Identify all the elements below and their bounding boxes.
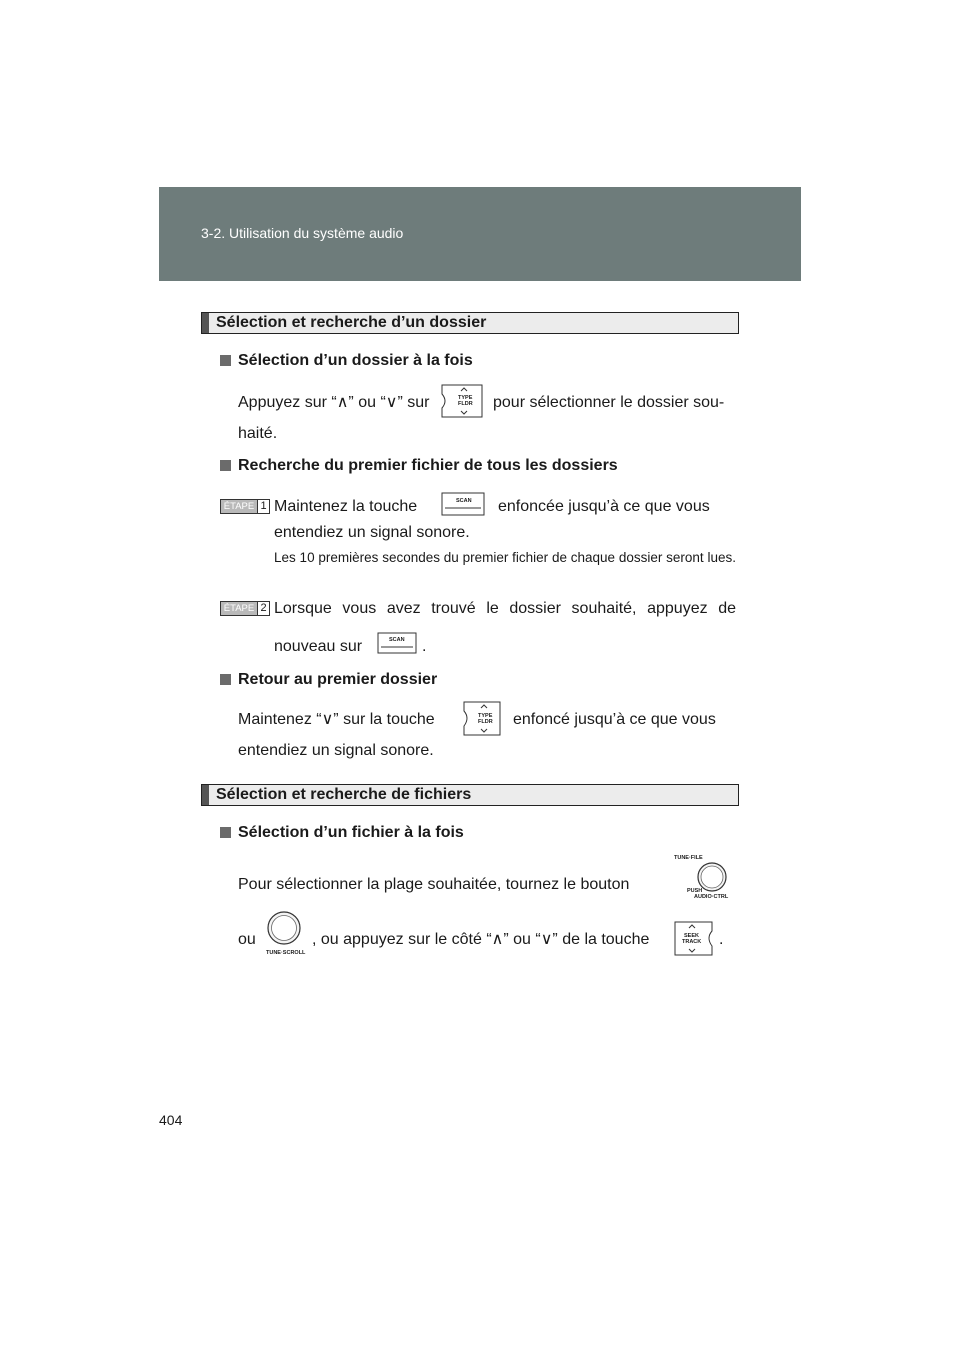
text-line: enfoncé jusqu’à ce que vous (513, 711, 716, 728)
text-line: haité. (238, 425, 278, 442)
tune-file-knob-icon (672, 853, 736, 903)
text-line: . (422, 638, 427, 655)
knob-label: TUNE·FILE (674, 855, 703, 861)
breadcrumb: 3-2. Utilisation du système audio (201, 225, 404, 241)
button-label: FLDR (458, 401, 473, 407)
step-number: 2 (257, 602, 269, 615)
button-label: SCAN (389, 637, 405, 643)
subheading-folder-one: Sélection d’un dossier à la fois (238, 352, 473, 369)
step-badge-1 (220, 499, 270, 514)
bullet-square-icon (220, 827, 231, 838)
section-title-text: Sélection et recherche d’un dossier (216, 314, 487, 331)
section-title-files (201, 784, 739, 806)
section-title-folder (201, 312, 739, 334)
knob-label: AUDIO·CTRL (694, 894, 729, 900)
bullet-square-icon (220, 355, 231, 366)
button-label: FLDR (478, 719, 493, 725)
button-label: SEEK (684, 933, 699, 939)
subheading-file-one: Sélection d’un fichier à la fois (238, 824, 464, 841)
text-line: Maintenez “∨” sur la touche (238, 711, 435, 728)
subheading-return-first: Retour au premier dossier (238, 671, 438, 688)
text-line: pour sélectionner le dossier sou- (493, 394, 725, 411)
button-label: TYPE (478, 713, 493, 719)
text-line: Appuyez sur “∧” ou “∨” sur (238, 394, 430, 411)
text-line: Pour sélectionner la plage souhaitée, tournez le bouton (238, 876, 630, 893)
button-label: TRACK (682, 939, 702, 945)
text-line: , ou appuyez sur le côté “∧” ou “∨” de la touche (312, 931, 650, 948)
scan-button-icon (441, 492, 485, 521)
text-line: ou (238, 931, 256, 948)
button-label: SCAN (456, 498, 472, 504)
note-text: Les 10 premières secondes du premier fichier de chaque dossier seront lues. (274, 550, 736, 565)
tune-scroll-knob-icon (263, 910, 307, 958)
step-number: 1 (257, 500, 269, 513)
text-line: Maintenez la touche (274, 498, 418, 515)
knob-label: PUSH (687, 888, 703, 894)
button-label: TYPE (458, 395, 473, 401)
step-label: ÉTAPE (221, 602, 257, 615)
section-title-text: Sélection et recherche de fichiers (216, 786, 472, 803)
bullet-square-icon (220, 674, 231, 685)
text-line: enfoncée jusqu’à ce que vous (498, 498, 710, 515)
text-line: Lorsque vous avez trouvé le dossier souhaité, appuyez de (274, 600, 736, 617)
step-label: ÉTAPE (221, 500, 257, 513)
text-line: . (719, 931, 724, 948)
step-badge-2 (220, 601, 270, 616)
seek-track-button-icon (674, 921, 714, 961)
scan-button-icon (377, 632, 417, 659)
text-line: entendiez un signal sonore. (274, 524, 470, 541)
bullet-square-icon (220, 460, 231, 471)
subheading-search-first: Recherche du premier fichier de tous les dossiers (238, 457, 618, 474)
page-number: 404 (159, 1112, 183, 1128)
text-line: nouveau sur (274, 638, 363, 655)
type-fldr-button-icon (462, 701, 502, 741)
knob-label: TUNE·SCROLL (266, 950, 306, 956)
chapter-header (159, 187, 801, 281)
text-line: entendiez un signal sonore. (238, 742, 434, 759)
type-fldr-button-icon (440, 384, 484, 423)
